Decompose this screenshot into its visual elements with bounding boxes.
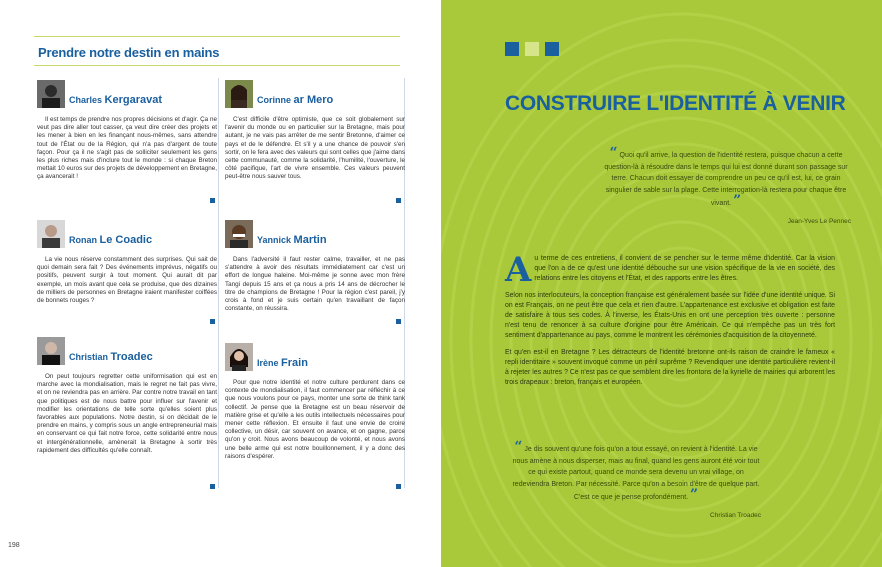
person-name: Corinne ar Mero <box>257 94 334 106</box>
person-quote: La vie nous réserve constamment des surprises. Qui sait de quoi demain sera fait ? Des événements imprévus, négatifs ou positifs, peuvent surgir à tout moment. Qui aurait dit par exemple, un mois avant que cela se produise, que des dizaines de milliers de personnes en Bretagne iraient manifester coiffées de bonnets rouges ? <box>37 256 217 305</box>
column-divider <box>218 78 219 488</box>
person-quote: On peut toujours regretter cette uniformisation qui est en marche avec la mondialisation, mais le regret ne fait pas vivre, et on ne reviendra pas en arrière. Par contre notre travail en tant que politiques est de nous battre pour influer sur l'avenir et modifier les orientations de telle sorte qu'elles soient plus favorables aux populations. Notre destin, si on décidait de le prendre en mains, y compris sous un angle entrepreneurial mais en conservant ce qui fait notre force, cette solidarité entre nous et intergénérationnelle, amènerait la Bretagne à sortir très rapidement des difficultés qu'elle connaît. <box>37 373 217 454</box>
page-number: 198 <box>8 542 20 549</box>
person-quote: Il est temps de prendre nos propres décisions et d'agir. Ça ne veut pas dire aller tout casser, ça veut dire créer des projets et les mener à bien en les finançant nous-mêmes, sans attendre tout de l'État ou de la Région, qui n'a pas d'argent de toute façon. Pour ça il ne s'agit pas de solliciter seulement les gens les plus riches mais d'inclure tout le monde : si chaque Breton mettait 10 euros sur des projets de développement en Bretagne, ça avancerait ! <box>37 116 217 181</box>
person-name: Yannick Martin <box>257 234 327 246</box>
person-name: Charles Kergaravat <box>69 94 163 106</box>
person-name: Christian Troadec <box>69 351 153 363</box>
close-quote-icon: ” <box>733 193 742 210</box>
end-square-icon <box>210 198 215 203</box>
portrait-photo <box>225 343 253 371</box>
end-square-icon <box>210 484 215 489</box>
right-page <box>441 0 882 567</box>
paragraph: A u terme de ces entretiens, il convient de se pencher sur le terme même d'identité. Car la vision que l'on a de ce qu'est une identité débouche sur une vision spécifique de la vie en société, des relations entre les citoyens et l'État, et des rapports entre les êtres. <box>505 250 835 290</box>
quote-author: Jean-Yves Le Pennec <box>787 217 851 225</box>
decorative-square <box>525 42 539 56</box>
decorative-square <box>545 42 559 56</box>
pull-quote: “ Quoi qu'il arrive, la question de l'identité restera, puisque chacun a cette question-là à résoudre dans le temps qui lui est donné durant son passage sur terre. Chacun doit essayer de comprendre un peu ce qu'il est, lui, ce grain singulier de sable sur la plage. Cette interrogation-là restera pour chaque être vivant. ” Jean-Yves Le Pennec <box>601 148 851 228</box>
open-quote-icon: “ <box>609 145 618 161</box>
portrait-photo <box>37 80 65 108</box>
portrait-photo <box>225 220 253 248</box>
paragraph: Et qu'en est-il en Bretagne ? Les détracteurs de l'identité bretonne ont-ils raison de craindre le fameux « repli identitaire » souvent invoqué comme un péril suprême ? Revendiquer une identité particulière revient-il à rejeter les autres ? Ce n'est pas ce que semblent dire les frontons de la kyrielle de mairies qui arborent les trois drapeaux : breton, français et européen. <box>505 348 835 387</box>
person-name: Irène Frain <box>257 357 308 369</box>
portrait-photo <box>37 220 65 248</box>
end-square-icon <box>396 319 401 324</box>
section-header <box>34 36 400 66</box>
close-quote-icon: ” <box>690 487 699 504</box>
end-square-icon <box>396 198 401 203</box>
end-square-icon <box>396 484 401 489</box>
decorative-square <box>505 42 519 56</box>
page-title: CONSTRUIRE L'IDENTITÉ À VENIR <box>505 92 846 115</box>
drop-cap: A <box>505 250 532 290</box>
open-quote-icon: “ <box>514 439 523 455</box>
person-name: Ronan Le Coadic <box>69 234 153 246</box>
portrait-photo <box>37 337 65 365</box>
quote-author: Christian Troadec <box>710 511 761 519</box>
paragraph: Selon nos interlocuteurs, la conception française est généralement basée sur l'idée d'une identité unique. Si on est Français, on ne peut être que cela et rien d'autre. L'appartenance est exclusive et obligation est faite de satisfaire à tous ses codes. À l'inverse, les États-Unis en ont une perception très ouverte : personne n'est tenu de renoncer à sa culture d'origine pour être Américain. Ce qui n'empêche pas un très fort sentiment d'appartenance au pays, comme le montrent les cérémonies d'acquisition de la citoyenneté. <box>505 291 835 340</box>
pull-quote: “ Je dis souvent qu'une fois qu'on a tout essayé, on revient à l'identité. La vie nous amène à nous disperser, mais au final, quand les gens auront été voir tout ce qui existe partout, quand ce monde sera devenu un vrai village, on redeviendra Breton. Par nécessité. Parce qu'on a besoin d'être de quelque part. C'est ce que je pense profondément. ” Christian Troadec <box>511 442 761 522</box>
end-square-icon <box>210 319 215 324</box>
person-quote: Dans l'adversité il faut rester calme, travailler, et ne pas s'attendre à avoir des résultats immédiatement car c'est un effort de longue haleine. Moi-même je sonne avec mon frère Tangi depuis 15 ans et ça nous a pris 14 ans de décrocher le titre de champions de Bretagne ! Pour la région c'est pareil, j'y crois à fond et je suis certain qu'en travaillant de façon constante, on réussira. <box>225 256 405 313</box>
person-quote: C'est difficile d'être optimiste, que ce soit globalement sur l'avenir du monde ou en particulier sur la Bretagne, mais pour autant, je ne vais pas arrêter de me sentir Bretonne, d'aimer ce pays et de le défendre. Et s'il y a une chance de pouvoir s'en sortir, on le fera avec des valeurs qui sont celles que j'aime dans cette communauté, comme la solidarité, l'humilité, l'ouverture, le côté pacifique, l'art de vivre ensemble. Ces valeurs peuvent peut-être nous sauver tous. <box>225 116 405 181</box>
article-body <box>505 250 835 394</box>
portrait-photo <box>225 80 253 108</box>
person-quote: Pour que notre identité et notre culture perdurent dans ce contexte de mondialisation, il faut commencer par réfléchir à ce que nous voulons pour ce pays, monter une sorte de think tank collectif. Je pense que la Bretagne est un beau réservoir de matière grise et qu'elle a les outils intellectuels nécessaires pour mener cette réflexion. Et ensuite il faut une envie de croire collective, un désir, car souvent on avance, et on gagne, parce qu'on y croit. Nous avons beaucoup de volonté, et nous avons une belle arme qui est notre bouillonnement, il y a donc des raisons d'espérer. <box>225 379 405 460</box>
section-title: Prendre notre destin en mains <box>38 45 220 60</box>
